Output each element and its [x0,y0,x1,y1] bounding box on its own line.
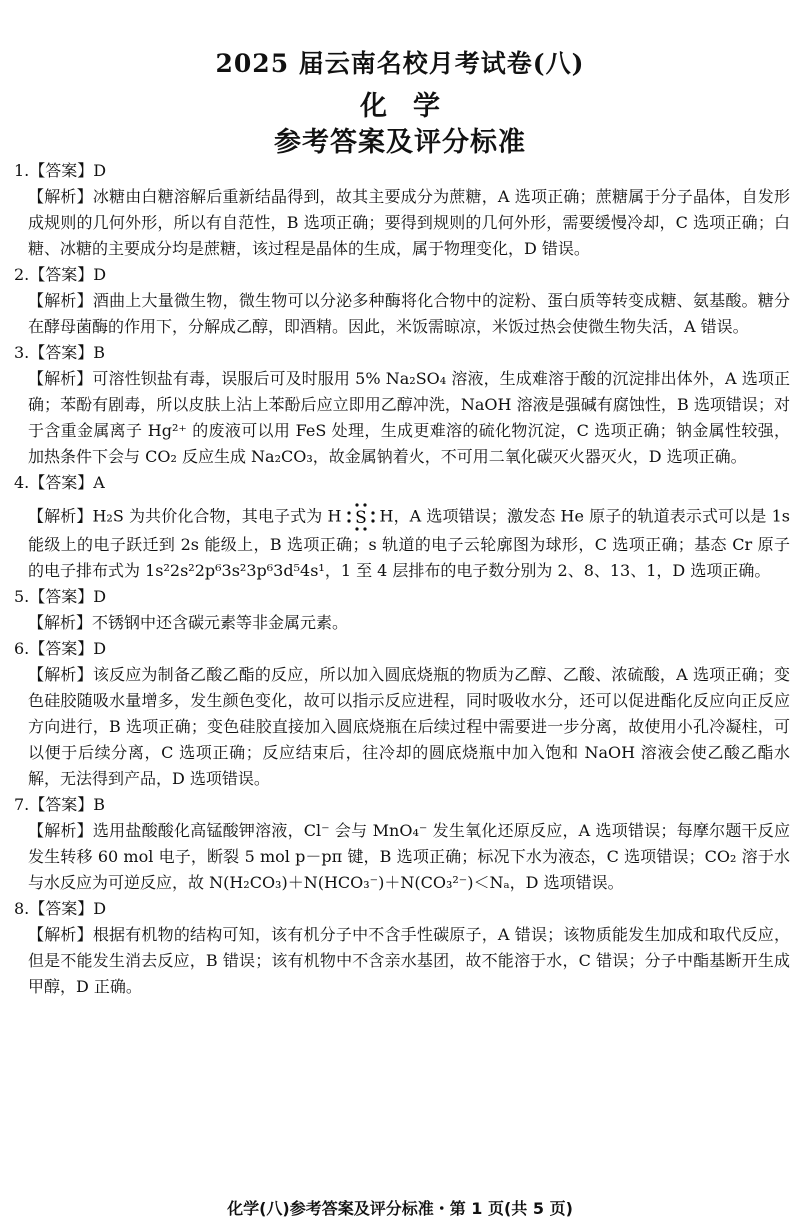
sulfur-atom-label: S [354,508,367,528]
h2s-electron-dot-formula [346,502,376,532]
answer-list [14,158,790,1000]
answer-text: 【答案】B [29,343,106,362]
analysis-text-pre: 【解析】H₂S 为共价化合物，其电子式为 H [28,506,342,526]
question-number: 4. [14,473,30,492]
answer-text: 【答案】D [29,161,107,180]
analysis-7: 【解析】选用盐酸酸化高锰酸钾溶液，Cl⁻ 会与 MnO₄⁻ 发生氧化还原反应，A 选项错误；每摩尔题干反应发生转移 60 mol 电子，断裂 5 mol p－pπ 键，B 选项正确；标况下水为液态，C 选项错误；CO₂ 溶于水与水反应为可逆反应，故 N(H₂CO₃)＋N(HCO₃⁻)＋N(CO₃²⁻)＜Nₐ，D 选项错误。 [28,821,790,892]
answer-text: 【答案】A [29,473,105,492]
analysis-4 [28,502,790,584]
subject-title: 化学 [360,91,466,122]
answer-line-3 [14,340,790,366]
answer-text: 【答案】D [29,587,107,606]
answer-text: 【答案】D [29,265,107,284]
analysis-6: 【解析】该反应为制备乙酸乙酯的反应，所以加入圆底烧瓶的物质为乙醇、乙酸、浓硫酸，A 选项正确；变色硅胶随吸水量增多，发生颜色变化，故可以指示反应进程，同时吸收水分，还可以促进酯化反应向正反应方向进行，B 选项正确；变色硅胶直接加入圆底烧瓶在后续过程中需要进一步分离，故使用小孔冷凝柱，可以便于后续分离，C 选项正确；反应结束后，往冷却的圆底烧瓶中加入饱和 NaOH 溶液会使乙酸乙酯水解，无法得到产品，D 选项错误。 [28,665,790,788]
answer-text: 【答案】D [29,639,107,658]
answer-text: 【答案】B [29,795,106,814]
answer-line-2 [14,262,790,288]
answer-line-8 [14,896,790,922]
exam-title: 2025 届云南名校月考试卷(八) [215,49,585,78]
question-number: 5. [14,587,30,606]
question-number: 2. [14,265,30,284]
question-number: 7. [14,795,30,814]
answer-line-4 [14,470,790,496]
page-footer: 化学(八)参考答案及评分标准・第 1 页(共 5 页) [227,1199,573,1218]
analysis-3: 【解析】可溶性钡盐有毒，误服后可及时服用 5% Na₂SO₄ 溶液，生成难溶于酸的沉淀排出体外，A 选项正确；苯酚有剧毒，所以皮肤上沾上苯酚后应立即用乙醇冲洗，NaOH 溶液是强碱有腐蚀性，B 选项错误；对于含重金属离子 Hg²⁺ 的废液可以用 FeS 处理，生成更难溶的硫化物沉淀，C 选项正确；钠金属性较强，加热条件下会与 CO₂ 反应生成 Na₂CO₃，故金属钠着火，不可用二氧化碳灭火器灭火，D 选项正确。 [28,369,790,466]
question-number: 3. [14,343,30,362]
question-number: 6. [14,639,30,658]
answer-line-7 [14,792,790,818]
answer-line-6 [14,636,790,662]
answer-text: 【答案】D [29,899,107,918]
answer-line-1 [14,158,790,184]
analysis-5: 【解析】不锈钢中还含碳元素等非金属元素。 [28,613,349,632]
analysis-2: 【解析】酒曲上大量微生物，微生物可以分泌多种酶将化合物中的淀粉、蛋白质等转变成糖、氨基酸。糖分在酵母菌酶的作用下，分解成乙醇，即酒精。因此，米饭需晾凉，米饭过热会使微生物失活，A 错误。 [28,291,790,336]
answer-key-title: 参考答案及评分标准 [274,127,526,158]
analysis-text-post: H，A 选项错误；激发态 He 原子的轨道表示式可以是 1s 能级上的电子跃迁到 2s 能级上，B 选项正确；s 轨道的电子云轮廓图为球形，C 选项正确；基态 Cr 原子的电子排布式为 1s²2s²2p⁶3s²3p⁶3d⁵4s¹，1 至 4 层排布的电子数分别为 2、8、13、1，D 选项正确。 [28,506,790,580]
answer-line-5 [14,584,790,610]
question-number: 8. [14,899,30,918]
question-number: 1. [14,161,30,180]
analysis-8: 【解析】根据有机物的结构可知，该有机分子中不含手性碳原子，A 错误；该物质能发生加成和取代反应，但是不能发生消去反应，B 错误；该有机物中不含亲水基团，故不能溶于水，C 错误；分子中酯基断开生成甲醇，D 正确。 [28,925,790,996]
analysis-1: 【解析】冰糖由白糖溶解后重新结晶得到，故其主要成分为蔗糖，A 选项正确；蔗糖属于分子晶体，自发形成规则的几何外形，所以有自范性，B 选项正确；要得到规则的几何外形，需要缓慢冷却，C 选项正确；白糖、冰糖的主要成分均是蔗糖，该过程是晶体的生成，属于物理变化，D 错误。 [28,187,790,258]
